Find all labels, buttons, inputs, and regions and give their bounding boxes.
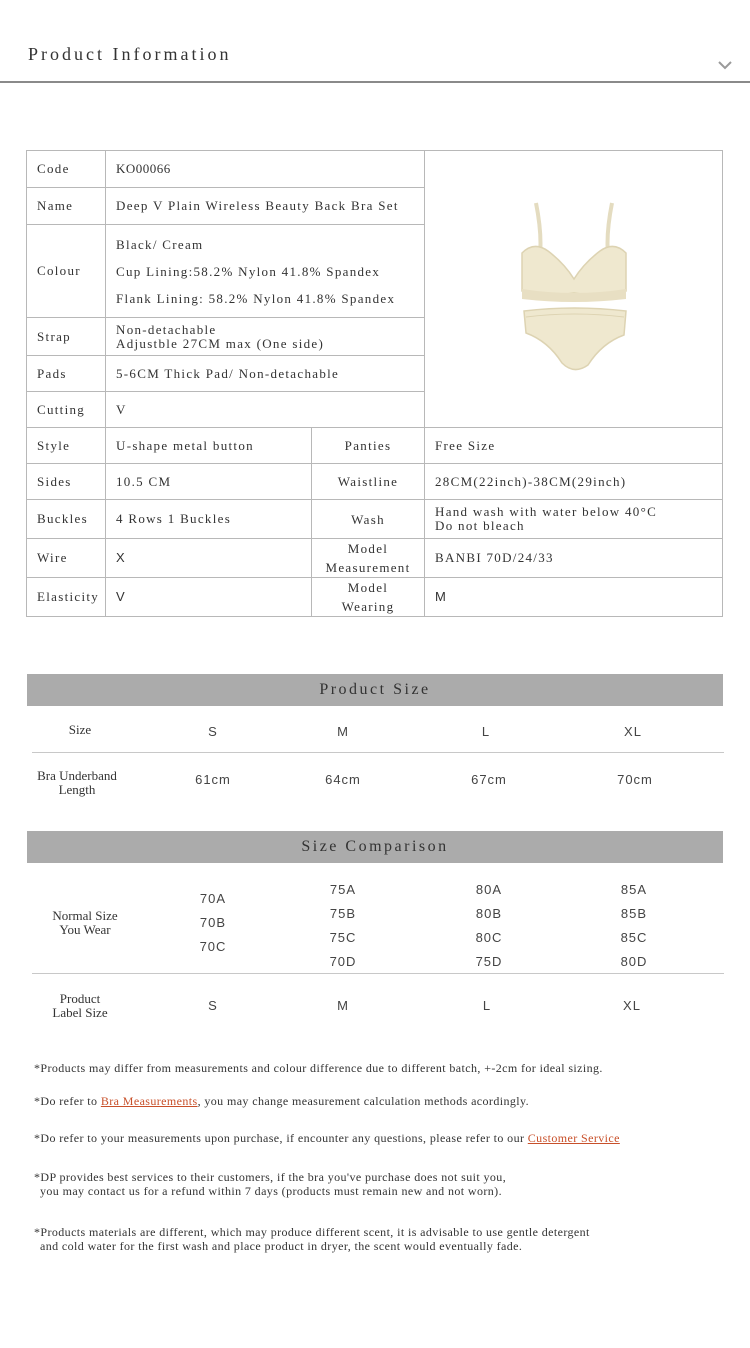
waistline-value: 28CM(22inch)-38CM(29inch) [425,464,723,500]
wash-values [425,500,723,539]
normal-m-1: 75A [329,882,357,897]
normal-s-1: 70A [199,891,227,906]
header-divider [0,81,750,83]
model-wearing-label [312,578,425,617]
style-label: Style [27,428,106,464]
comparison-divider [32,973,724,974]
wash-value-2: Do not bleach [435,518,525,533]
wire-value: X [106,539,312,578]
note-measurements-pre: *Do refer to [34,1094,101,1108]
model-wearing-label-2: Wearing [341,599,395,614]
normal-l-1: 80A [475,882,503,897]
model-wearing-label-1: Model [347,580,389,595]
buckles-value: 4 Rows 1 Buckles [106,500,312,539]
colour-value-1: Black/ Cream [116,236,204,252]
normal-size-label-2: You Wear [59,922,111,937]
underband-label-1: Bra Underband [37,768,117,783]
label-size-xl: XL [623,998,641,1013]
label-size-s: S [208,998,218,1013]
normal-col-l [459,878,519,974]
normal-xl-1: 85A [620,882,648,897]
normal-size-label [30,909,140,937]
name-label: Name [27,188,106,225]
wire-label: Wire [27,539,106,578]
strap-value-1: Non-detachable [116,321,217,337]
underband-xl: 70cm [617,772,653,787]
product-size-title: Product Size [27,674,723,706]
note-refund-1: *DP provides best services to their customers, if the bra you've purchase does not suit you, [34,1170,507,1184]
panties-value: Free Size [425,428,723,464]
model-measurement-label [312,539,425,578]
product-info-table [26,150,723,617]
label-size-l: L [482,998,492,1013]
note-refund [34,1170,506,1198]
name-value: Deep V Plain Wireless Beauty Back Bra Set [106,188,425,225]
code-value: KO00066 [106,151,425,188]
size-l: L [481,724,491,739]
product-image [425,151,723,428]
sides-label: Sides [27,464,106,500]
note-service [34,1131,620,1145]
size-divider [32,752,724,753]
colour-value-2: Cup Lining:58.2% Nylon 41.8% Spandex [116,263,381,279]
model-measurement-label-2: Measurement [325,560,411,575]
normal-m-3: 75C [329,930,357,945]
normal-xl-2: 85B [620,906,648,921]
normal-m-2: 75B [329,906,357,921]
note-refund-2: you may contact us for a refund within 7 days (products must remain new and not worn). [40,1184,502,1198]
normal-col-m [313,878,373,974]
wash-label: Wash [312,500,425,539]
size-comparison-title: Size Comparison [27,831,723,863]
model-wearing-value: M [425,578,723,617]
normal-s-2: 70B [199,915,227,930]
normal-col-s [183,887,243,959]
page-title: Product Information [28,44,232,64]
customer-service-link[interactable]: Customer Service [527,1131,620,1145]
normal-size-label-1: Normal Size [52,908,118,923]
size-xl: XL [624,724,642,739]
buckles-label: Buckles [27,500,106,539]
size-m: M [337,724,349,739]
style-value: U-shape metal button [106,428,312,464]
normal-s-3: 70C [199,939,227,954]
pads-label: Pads [27,356,106,392]
strap-value-2: Adjustble 27CM max (One side) [116,335,325,351]
bra-measurements-link[interactable]: Bra Measurements [100,1094,198,1108]
normal-xl-4: 80D [620,954,648,969]
label-size-label-1: Product [59,991,101,1006]
note-measurements-post: , you may change measurement calculation methods acordingly. [197,1094,530,1108]
cutting-label: Cutting [27,392,106,428]
waistline-label: Waistline [312,464,425,500]
underband-m: 64cm [325,772,361,787]
underband-label-2: Length [58,782,96,797]
wash-value-1: Hand wash with water below 40°C [435,504,658,519]
underband-l: 67cm [471,772,507,787]
note-batch: *Products may differ from measurements and colour difference due to different batch, +-2cm for ideal sizing. [34,1061,603,1075]
strap-values [106,318,425,356]
normal-col-xl [604,878,664,974]
label-size-m: M [337,998,349,1013]
normal-xl-3: 85C [620,930,648,945]
colour-label: Colour [27,225,106,318]
elasticity-value: V [106,578,312,617]
label-size-label-2: Label Size [52,1005,108,1020]
note-scent-2: and cold water for the first wash and place product in dryer, the scent would eventually fade. [40,1239,523,1253]
model-measurement-value: BANBI 70D/24/33 [425,539,723,578]
bra-set-image [514,193,634,383]
size-s: S [208,724,218,739]
underband-s: 61cm [195,772,231,787]
strap-label: Strap [27,318,106,356]
model-measurement-label-1: Model [347,541,389,556]
chevron-down-icon[interactable] [716,58,734,72]
normal-l-2: 80B [475,906,503,921]
normal-l-4: 75D [475,954,503,969]
panties-label: Panties [312,428,425,464]
normal-m-4: 70D [329,954,357,969]
note-scent [34,1225,590,1253]
size-label: Size [68,722,92,737]
elasticity-label: Elasticity [27,578,106,617]
underband-label [22,769,132,797]
sides-value: 10.5 CM [106,464,312,500]
note-scent-1: *Products materials are different, which may produce different scent, it is advisable to use gentle detergent [34,1225,590,1239]
pads-value: 5-6CM Thick Pad/ Non-detachable [106,356,425,392]
colour-value-3: Flank Lining: 58.2% Nylon 41.8% Spandex [116,290,396,306]
cutting-value: V [106,392,425,428]
note-service-pre: *Do refer to your measurements upon purchase, if encounter any questions, please refer to our [34,1131,528,1145]
colour-values [106,225,425,318]
normal-l-3: 80C [475,930,503,945]
label-size-label [25,992,135,1020]
code-label: Code [27,151,106,188]
note-measurements [34,1094,529,1108]
